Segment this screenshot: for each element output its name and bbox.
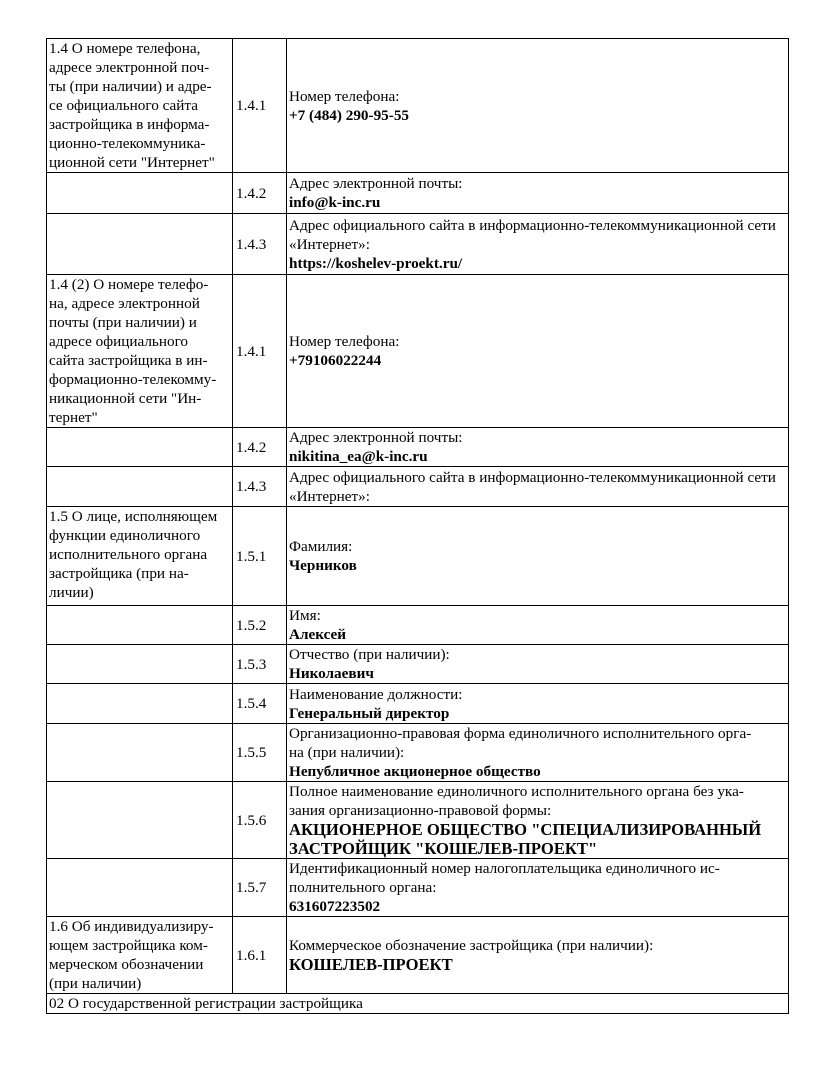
section-cell bbox=[47, 173, 233, 214]
item-content bbox=[287, 606, 789, 645]
table-row bbox=[47, 859, 789, 917]
item-label: Организационно-правовая форма единоличного исполнительного орга- на (при наличии): bbox=[289, 725, 752, 761]
item-code: 1.4.3 bbox=[233, 467, 287, 507]
table-row bbox=[47, 275, 789, 428]
item-code: 1.5.1 bbox=[233, 507, 287, 606]
item-content bbox=[287, 428, 789, 467]
table-row bbox=[47, 507, 789, 606]
item-label: Адрес официального сайта в информационно-телекоммуникационной сети «Интернет»: bbox=[289, 216, 776, 253]
item-value: +7 (484) 290-95-55 bbox=[289, 106, 410, 124]
section-heading: 02 О государственной регистрации застройщика bbox=[47, 994, 789, 1014]
section-cell bbox=[47, 917, 233, 994]
item-code: 1.4.3 bbox=[233, 214, 287, 275]
item-value: Генеральный директор bbox=[289, 704, 450, 722]
table-row bbox=[47, 467, 789, 507]
item-value: nikitina_ea@k-inc.ru bbox=[289, 448, 428, 465]
table-row bbox=[47, 645, 789, 684]
item-code: 1.5.6 bbox=[233, 782, 287, 859]
table-row bbox=[47, 606, 789, 645]
table-row bbox=[47, 428, 789, 467]
table-row bbox=[47, 214, 789, 275]
item-content bbox=[287, 275, 789, 428]
document-page bbox=[46, 38, 789, 1014]
item-value: Алексей bbox=[289, 626, 347, 643]
item-label: Номер телефона: bbox=[289, 87, 400, 105]
item-code: 1.5.2 bbox=[233, 606, 287, 645]
item-value: +79106022244 bbox=[289, 352, 382, 369]
section-cell bbox=[47, 214, 233, 275]
item-content bbox=[287, 645, 789, 684]
item-content bbox=[287, 782, 789, 859]
section-cell bbox=[47, 39, 233, 173]
table-footer-row bbox=[47, 994, 789, 1014]
item-value: info@k-inc.ru bbox=[289, 194, 381, 211]
item-value: АКЦИОНЕРНОЕ ОБЩЕСТВО "СПЕЦИАЛИЗИРОВАННЫЙ ЗАСТРОЙЩИК "КОШЕЛЕВ-ПРОЕКТ" bbox=[289, 820, 762, 858]
developer-info-table bbox=[46, 38, 789, 1014]
section-cell bbox=[47, 507, 233, 606]
item-label: Полное наименование единоличного исполнительного органа без ука- зания организационно-правовой формы: bbox=[289, 783, 744, 819]
table-row bbox=[47, 684, 789, 724]
item-code: 1.5.5 bbox=[233, 724, 287, 782]
section-cell bbox=[47, 428, 233, 467]
item-code: 1.4.2 bbox=[233, 428, 287, 467]
item-label: Наименование должности: bbox=[289, 685, 463, 703]
item-code: 1.5.7 bbox=[233, 859, 287, 917]
item-content bbox=[287, 214, 789, 275]
table-row bbox=[47, 39, 789, 173]
section-title: 1.4 О номере телефона, адресе электронной поч- ты (при наличии) и адре- се официального сайта застройщика в информа- ционно-телекоммуника- ционной сети "Интернет" bbox=[49, 40, 215, 171]
item-value: 631607223502 bbox=[289, 898, 381, 915]
item-content bbox=[287, 39, 789, 173]
item-code: 1.5.4 bbox=[233, 684, 287, 724]
table-body bbox=[47, 39, 789, 1014]
item-content bbox=[287, 917, 789, 994]
item-label: Адрес электронной почты: bbox=[289, 175, 463, 192]
item-label: Фамилия: bbox=[289, 538, 353, 555]
section-title: 1.4 (2) О номере телефо- на, адресе электронной почты (при наличии) и адресе официального сайта застройщика в ин- формационно-телекомму- никационной сети "Ин- тернет" bbox=[49, 276, 217, 426]
section-title: 1.6 Об индивидуализиру- ющем застройщика ком- мерческом обозначении (при наличии) bbox=[49, 918, 214, 992]
section-cell bbox=[47, 606, 233, 645]
item-content bbox=[287, 724, 789, 782]
item-content bbox=[287, 507, 789, 606]
item-content bbox=[287, 684, 789, 724]
item-code: 1.6.1 bbox=[233, 917, 287, 994]
section-cell bbox=[47, 684, 233, 724]
section-cell bbox=[47, 782, 233, 859]
item-code: 1.4.2 bbox=[233, 173, 287, 214]
item-label: Идентификационный номер налогоплательщика единоличного ис- полнительного органа: bbox=[289, 860, 720, 896]
table-row bbox=[47, 173, 789, 214]
item-code: 1.4.1 bbox=[233, 275, 287, 428]
section-title: 1.5 О лице, исполняющем функции единоличного исполнительного органа застройщика (при на- личии) bbox=[49, 508, 218, 601]
item-value: Николаевич bbox=[289, 665, 374, 682]
section-cell bbox=[47, 859, 233, 917]
table-row bbox=[47, 782, 789, 859]
table-row bbox=[47, 724, 789, 782]
section-cell bbox=[47, 724, 233, 782]
item-label: Отчество (при наличии): bbox=[289, 646, 450, 663]
item-value: КОШЕЛЕВ-ПРОЕКТ bbox=[289, 955, 453, 974]
table-row bbox=[47, 917, 789, 994]
section-cell bbox=[47, 645, 233, 684]
item-value: Непубличное акционерное общество bbox=[289, 763, 541, 780]
section-cell bbox=[47, 467, 233, 507]
section-cell bbox=[47, 275, 233, 428]
item-content bbox=[287, 859, 789, 917]
item-value: Черников bbox=[289, 557, 357, 574]
item-label: Имя: bbox=[289, 607, 321, 624]
item-label: Номер телефона: bbox=[289, 333, 400, 350]
item-label: Коммерческое обозначение застройщика (при наличии): bbox=[289, 937, 654, 954]
item-code: 1.4.1 bbox=[233, 39, 287, 173]
item-label: Адрес электронной почты: bbox=[289, 429, 463, 446]
item-content bbox=[287, 467, 789, 507]
item-content bbox=[287, 173, 789, 214]
item-label: Адрес официального сайта в информационно-телекоммуникационной сети «Интернет»: bbox=[289, 468, 776, 505]
item-value: https://koshelev-proekt.ru/ bbox=[289, 254, 463, 272]
item-code: 1.5.3 bbox=[233, 645, 287, 684]
